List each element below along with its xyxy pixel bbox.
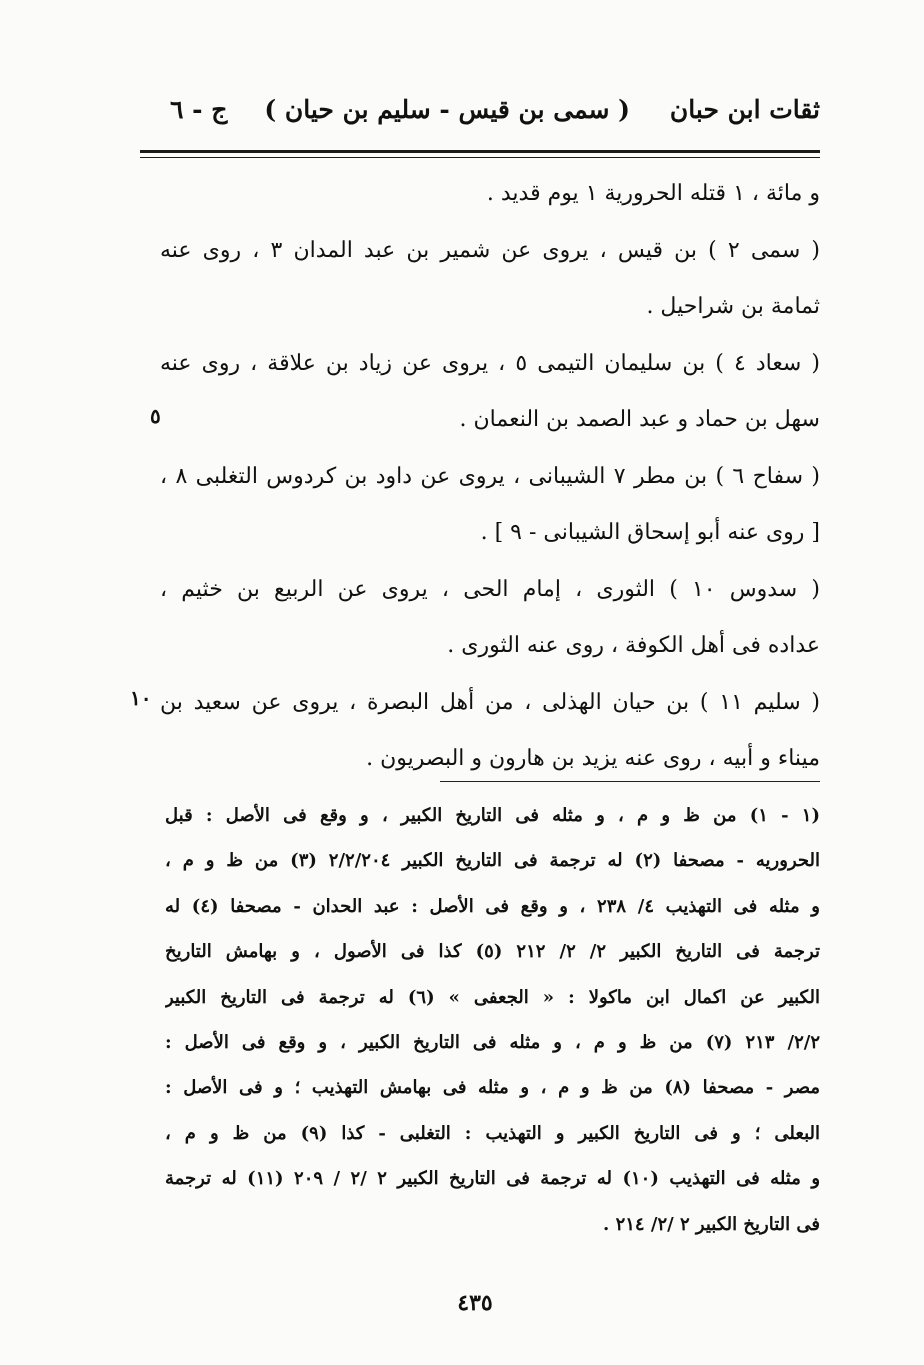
running-header xyxy=(140,95,820,145)
text-line: ( سدوس ١٠ ) الثورى ، إمام الحى ، يروى عن الربيع بن خثيم ، xyxy=(160,576,820,602)
footnote-line: مصر - مصحفا (٨) من ظ و م ، و مثله فى بهامش التهذيب ؛ و فى الأصل : xyxy=(165,1077,820,1099)
main-text xyxy=(160,166,820,788)
footnote-rule xyxy=(440,781,820,782)
text-line: ( سمى ٢ ) بن قيس ، يروى عن شمير بن عبد المدان ٣ ، روى عنه xyxy=(160,237,820,263)
footnote-line: و مثله فى التهذيب ٤/ ٢٣٨ ، و وقع فى الأصل : عبد الحدان - مصحفا (٤) له xyxy=(165,895,820,917)
line-number-10: ١٠ xyxy=(130,686,152,710)
text-line: سهل بن حماد و عبد الصمد بن النعمان . xyxy=(459,407,820,432)
text-line: ثمامة بن شراحيل . xyxy=(646,294,820,319)
text-line: ( سليم ١١ ) بن حيان الهذلى ، من أهل البصرة ، يروى عن سعيد بن xyxy=(160,689,820,715)
text-line: عداده فى أهل الكوفة ، روى عنه الثورى . xyxy=(447,633,820,658)
footnote-line: (١ - ١) من ظ و م ، و مثله فى التاريخ الكبير ، و وقع فى الأصل : قبل xyxy=(165,805,820,826)
header-rule-thick xyxy=(140,150,820,153)
text-line: [ روى عنه أبو إسحاق الشيبانى - ٩ ] . xyxy=(480,520,820,545)
footnote-line: ٢/٢/ ٢١٣ (٧) من ظ و م ، و مثله فى التاريخ الكبير ، و وقع فى الأصل : xyxy=(165,1031,820,1053)
header-rule-thin xyxy=(140,157,820,158)
text-line: ( سعاد ٤ ) بن سليمان التيمى ٥ ، يروى عن زياد بن علاقة ، روى عنه xyxy=(160,350,820,376)
footnote-line: و مثله فى التهذيب (١٠) له ترجمة فى التاريخ الكبير ٢ /٢ / ٢٠٩ (١١) له ترجمة xyxy=(165,1168,820,1190)
text-line: و مائة ، ١ قتله الحرورية ١ يوم قديد . xyxy=(486,181,820,206)
footnotes xyxy=(165,793,820,1247)
footnote-line: الحروريه - مصحفا (٢) له ترجمة فى التاريخ الكبير ٢/٢/٢٠٤ (٣) من ظ و م ، xyxy=(165,850,820,872)
footnote-line: ترجمة فى التاريخ الكبير ٢/ ٢/ ٢١٢ (٥) كذا فى الأصول ، و بهامش التاريخ xyxy=(165,941,820,963)
line-number-5: ٥ xyxy=(150,404,161,428)
book-title: ثقات ابن حبان xyxy=(669,95,820,124)
footnote-line: الكبير عن اكمال ابن ماكولا : « الجعفى » (٦) له ترجمة فى التاريخ الكبير xyxy=(165,986,820,1008)
footnote-line: فى التاريخ الكبير ٢ /٢/ ٢١٤ . xyxy=(603,1213,820,1235)
entry-range: ( سمى بن قيس - سليم بن حيان ) xyxy=(264,95,630,124)
text-line: ميناء و أبيه ، روى عنه يزيد بن هارون و البصريون . xyxy=(366,746,820,771)
text-line: ( سفاح ٦ ) بن مطر ٧ الشيبانى ، يروى عن داود بن كردوس التغلبى ٨ ، xyxy=(160,463,820,489)
volume-label: ج - ٦ xyxy=(170,95,228,124)
page-number: ٤٣٥ xyxy=(457,1290,493,1316)
footnote-line: البعلى ؛ و فى التاريخ الكبير و التهذيب : التغلبى - كذا (٩) من ظ و م ، xyxy=(165,1122,820,1144)
